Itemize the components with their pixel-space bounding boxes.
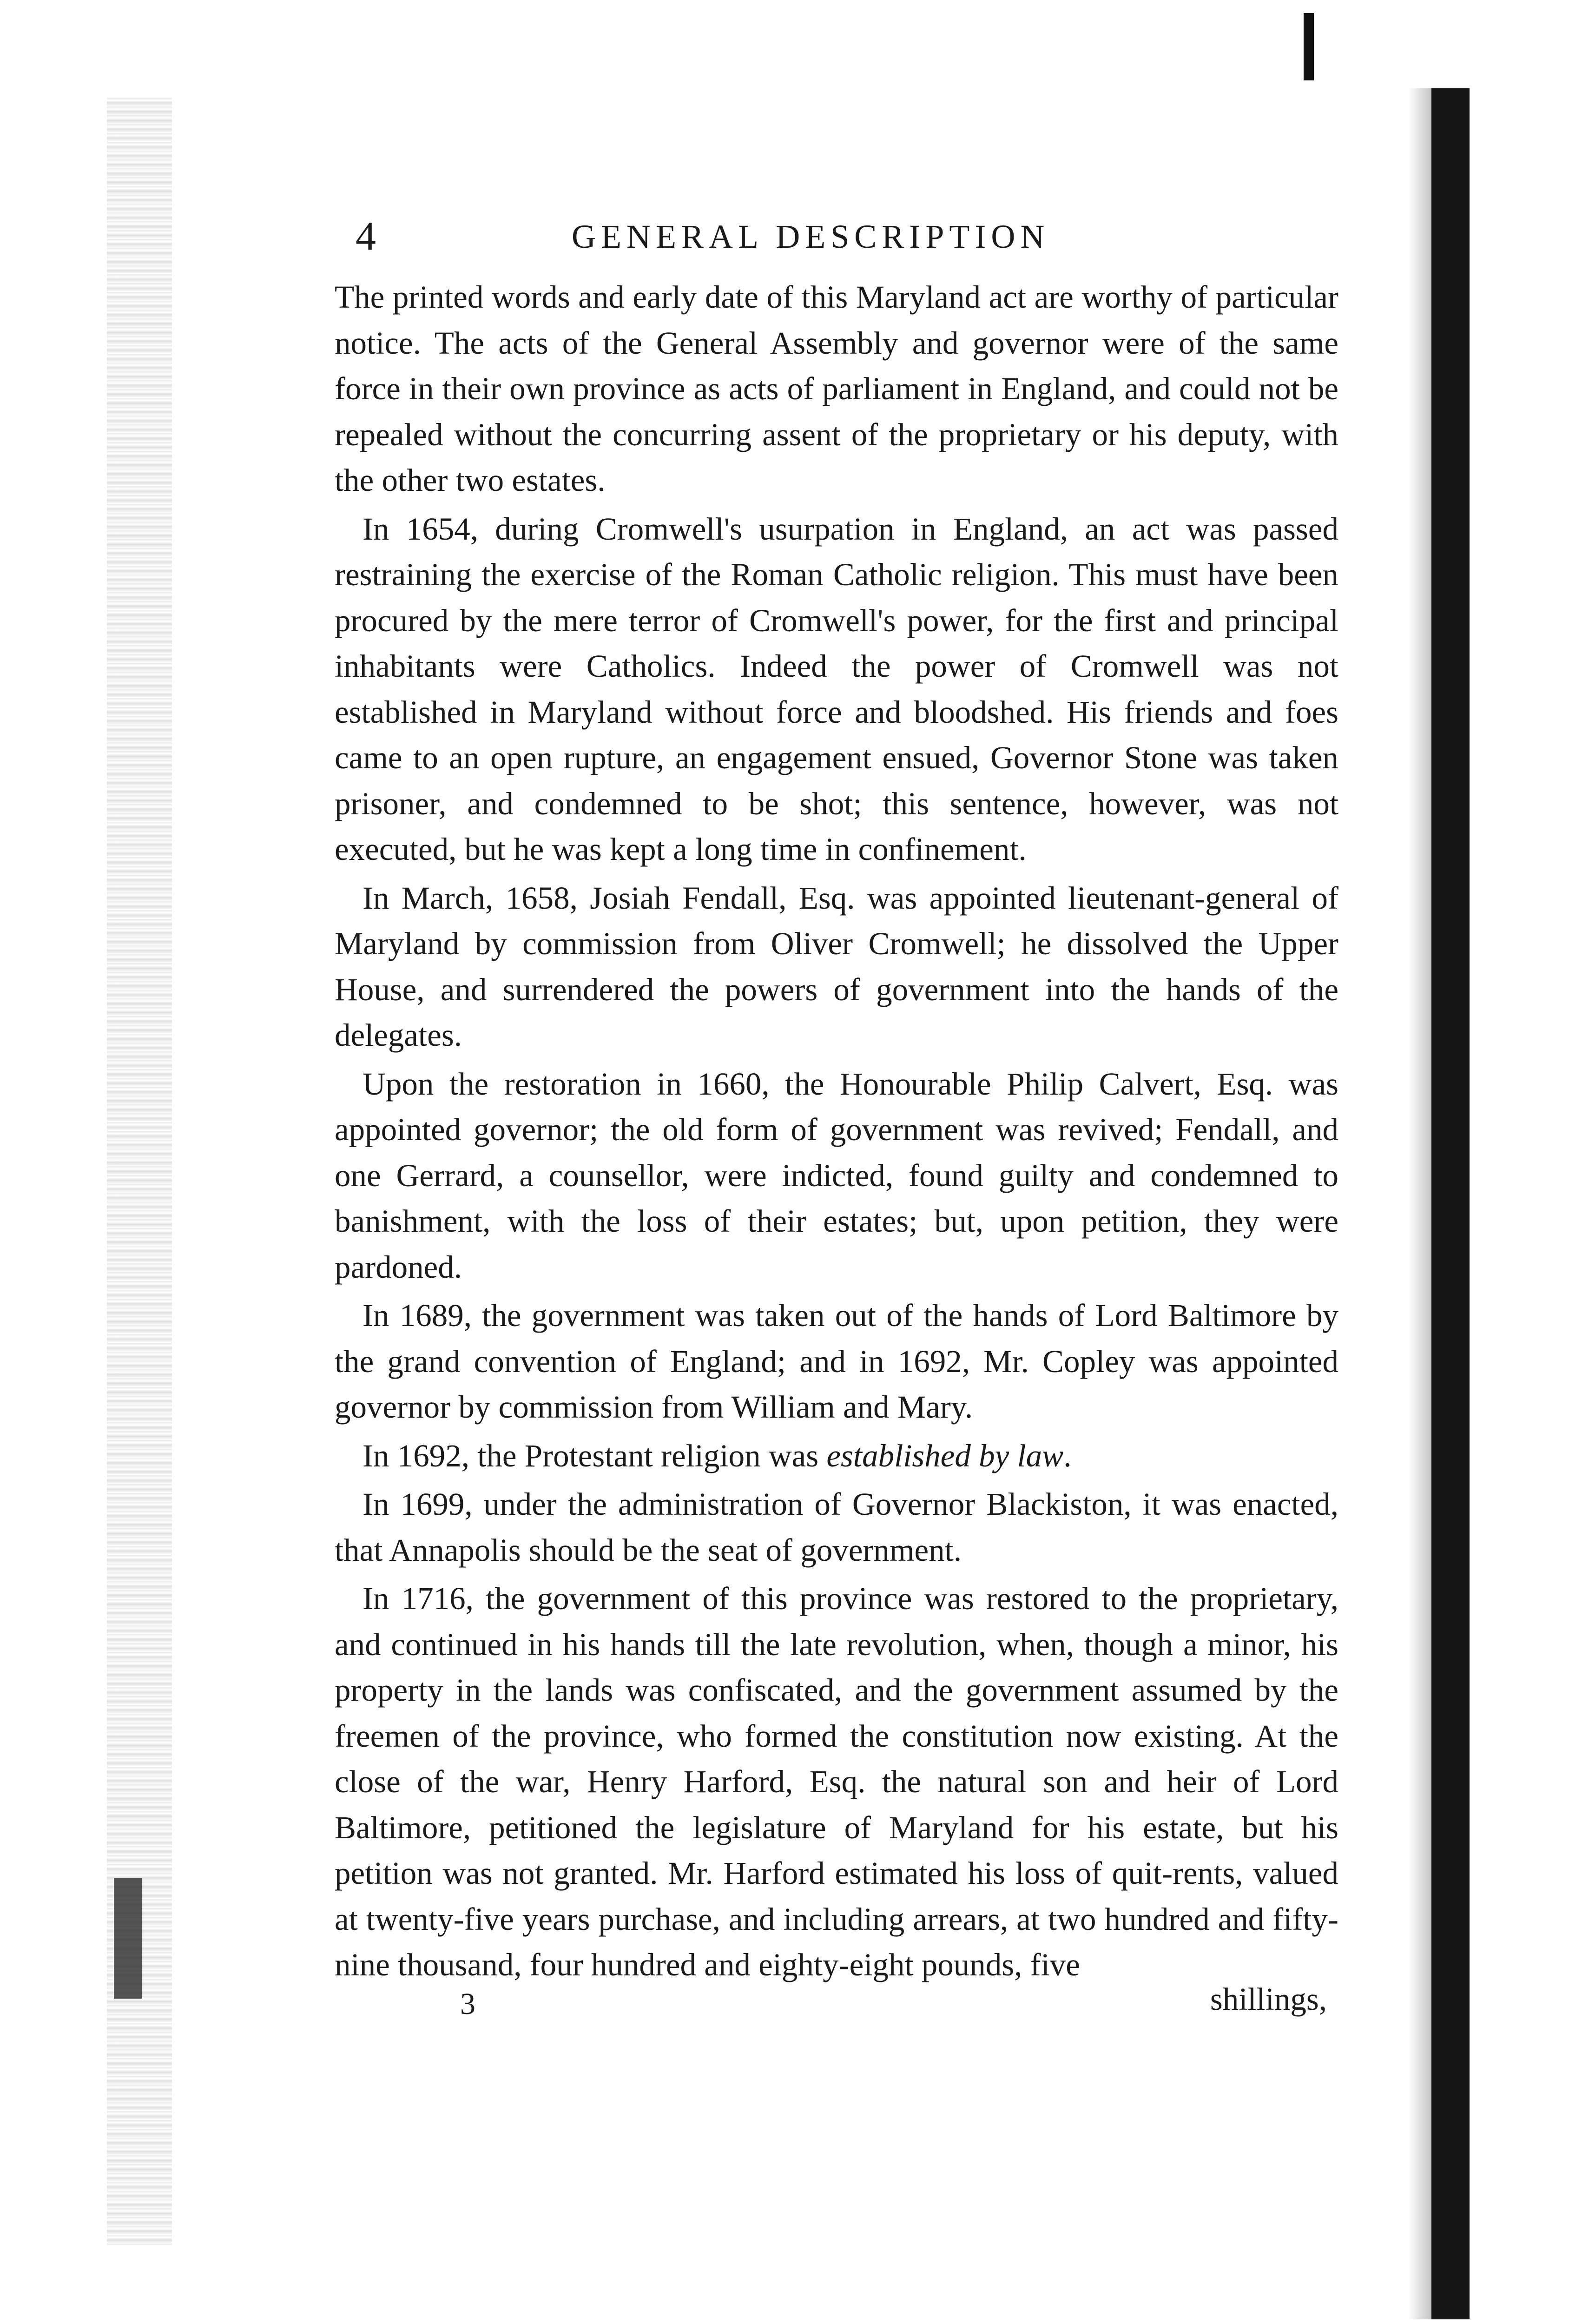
paragraph-8: In 1716, the government of this province was restored to the proprietary, and continued in his hands till the late revolution, when, though a minor, his property in the lands was confiscated, and the government assumed by the freemen of the province, who formed the constitution now existing. At the close of the war, Henry Harford, Esq. the natural son and heir of Lord Baltimore, petitioned the legislature of Maryland for his estate, but his petition was not granted. Mr. Harford estimated his loss of quit-rents, valued at twenty-five years purchase, and including arrears, at two hundred and fifty-nine thousand, four hundred and eighty-eight pounds, five	[335, 1581, 1338, 1982]
scan-top-mark	[1304, 13, 1314, 80]
running-title: GENERAL DESCRIPTION	[572, 218, 1050, 255]
paragraph-3: In March, 1658, Josiah Fendall, Esq. was appointed lieutenant-general of Maryland by commission from Oliver Cromwell; he dissolved the Upper House, and surrendered the powers of government into the hands of the delegates.	[335, 880, 1338, 1053]
paragraph-4: Upon the restoration in 1660, the Honourable Philip Calvert, Esq. was appointed governor; the old form of government was revived; Fendall, and one Gerrard, a counsellor, were indicted, found guilty and condemned to banishment, with the loss of their estates; but, upon petition, they were pardoned.	[335, 1066, 1338, 1285]
paragraph-6	[335, 1433, 1338, 1479]
catchword: shillings,	[1210, 1981, 1327, 2017]
page-footer	[335, 1981, 1338, 2034]
scan-binding-shadow	[114, 1878, 142, 1999]
page-body	[335, 211, 1338, 2034]
paragraph-5: In 1689, the government was taken out of the hands of Lord Baltimore by the grand convention of England; and in 1692, Mr. Copley was appointed governor by commission from William and Mary.	[335, 1298, 1338, 1425]
signature-mark: 3	[460, 1987, 475, 2021]
page-header	[335, 211, 1338, 274]
scan-right-shade	[1408, 88, 1431, 2319]
page-number: 4	[356, 214, 376, 259]
paragraph-6-end: .	[1063, 1438, 1072, 1473]
scan-right-border	[1431, 88, 1470, 2319]
paragraph-7: In 1699, under the administration of Governor Blackiston, it was enacted, that Annapolis should be the seat of government.	[335, 1486, 1338, 1568]
paragraph-6-italic: established by law	[826, 1438, 1064, 1473]
paragraph-2: In 1654, during Cromwell's usurpation in England, an act was passed restraining the exercise of the Roman Catholic religion. This must have been procured by the mere terror of Cromwell's power, for the first and principal inhabitants were Catholics. Indeed the power of Cromwell was not established in Maryland without force and bloodshed. His friends and foes came to an open rupture, an engagement ensued, Governor Stone was taken prisoner, and condemned to be shot; this sentence, however, was not executed, but he was kept a long time in confinement.	[335, 511, 1338, 867]
paragraph-6-text: In 1692, the Protestant religion was	[363, 1438, 827, 1473]
paragraph-1: The printed words and early date of this Maryland act are worthy of particular notice. The acts of the General Assembly and governor were of the same force in their own province as acts of parliament in England, and could not be repealed without the concurring assent of the proprietary or his deputy, with the other two estates.	[335, 279, 1338, 498]
